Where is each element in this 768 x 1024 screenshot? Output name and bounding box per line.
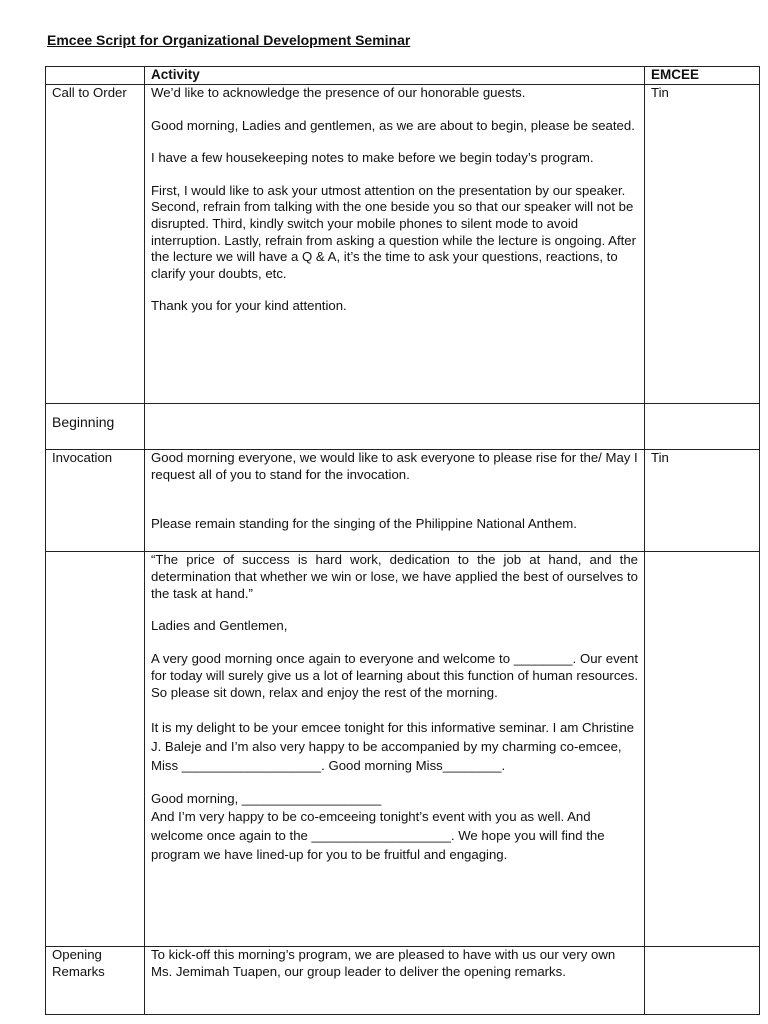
activity-cell: [145, 404, 645, 450]
activity-paragraph: Good morning everyone, we would like to ask everyone to please rise for the/ May I request all of you to stand for the invocation.: [151, 450, 638, 482]
activity-cell: [145, 552, 645, 947]
activity-paragraph: To kick-off this morning’s program, we are pleased to have with us our very own Ms. Jemimah Tuapen, our group leader to deliver the opening remarks.: [151, 947, 616, 979]
table-row: [46, 947, 760, 1015]
table-row: [46, 552, 760, 947]
header-emcee: EMCEE: [645, 67, 760, 85]
activity-cell: [145, 947, 645, 1015]
emcee-cell: Tin: [645, 85, 760, 404]
activity-paragraph: Thank you for your kind attention.: [151, 298, 347, 314]
document-title: Emcee Script for Organizational Development Seminar: [47, 32, 411, 48]
row-label: [46, 552, 145, 947]
table-row: [46, 404, 760, 450]
activity-paragraph: Please remain standing for the singing of the Philippine National Anthem.: [151, 516, 577, 532]
activity-paragraph: I have a few housekeeping notes to make before we begin today’s program.: [151, 150, 594, 166]
table-row: [46, 85, 760, 404]
activity-paragraph: Good morning, ___________________: [151, 790, 382, 806]
activity-paragraph: And I’m very happy to be co-emceeing tonight’s event with you as well. And welcome once again to the ___________________. We hope you will find the program we have lined-up for you to be fruitful and engaging.: [151, 809, 605, 863]
row-label: Invocation: [46, 450, 145, 552]
table-header-row: [46, 67, 760, 85]
table-row: [46, 450, 760, 552]
activity-cell: [145, 85, 645, 404]
header-activity: Activity: [145, 67, 645, 85]
header-section: [46, 67, 145, 85]
activity-paragraph: “The price of success is hard work, dedication to the job at hand, and the determination that whether we win or lose, we have applied the best of ourselves to the task at hand.”: [151, 552, 638, 601]
emcee-cell: Tin: [645, 450, 760, 552]
activity-paragraph: First, I would like to ask your utmost attention on the presentation by our speaker. Second, refrain from talking with the one beside you so that our speaker will not be disrupted. Third, kindly switch your mobile phones to silent mode to avoid interruption. Lastly, refrain from asking a question while the lecture is ongoing. After the lecture we will have a Q & A, it’s the time to ask your questions, reactions, to clarify your doubts, etc.: [151, 182, 637, 281]
activity-paragraph: We’d like to acknowledge the presence of our honorable guests.: [151, 85, 526, 100]
row-label: Opening Remarks: [46, 947, 145, 1015]
activity-paragraph: A very good morning once again to everyone and welcome to ________. Our event for today will surely give us a lot of learning about this function of human resources. So please sit down, relax and enjoy the rest of the morning.: [151, 651, 638, 700]
activity-cell: [145, 450, 645, 552]
emcee-cell: [645, 552, 760, 947]
activity-paragraph: It is my delight to be your emcee tonight for this informative seminar. I am Christine J. Baleje and I’m also very happy to be accompanied by my charming co-emcee, Miss ___________________. Good morning Miss________.: [151, 719, 635, 773]
emcee-cell: [645, 404, 760, 450]
row-label: Beginning: [46, 404, 145, 450]
emcee-cell: [645, 947, 760, 1015]
row-label: Call to Order: [46, 85, 145, 404]
emcee-script-table: [45, 66, 760, 1015]
activity-paragraph: Ladies and Gentlemen,: [151, 618, 288, 634]
activity-paragraph: Good morning, Ladies and gentlemen, as we are about to begin, please be seated.: [151, 117, 635, 133]
